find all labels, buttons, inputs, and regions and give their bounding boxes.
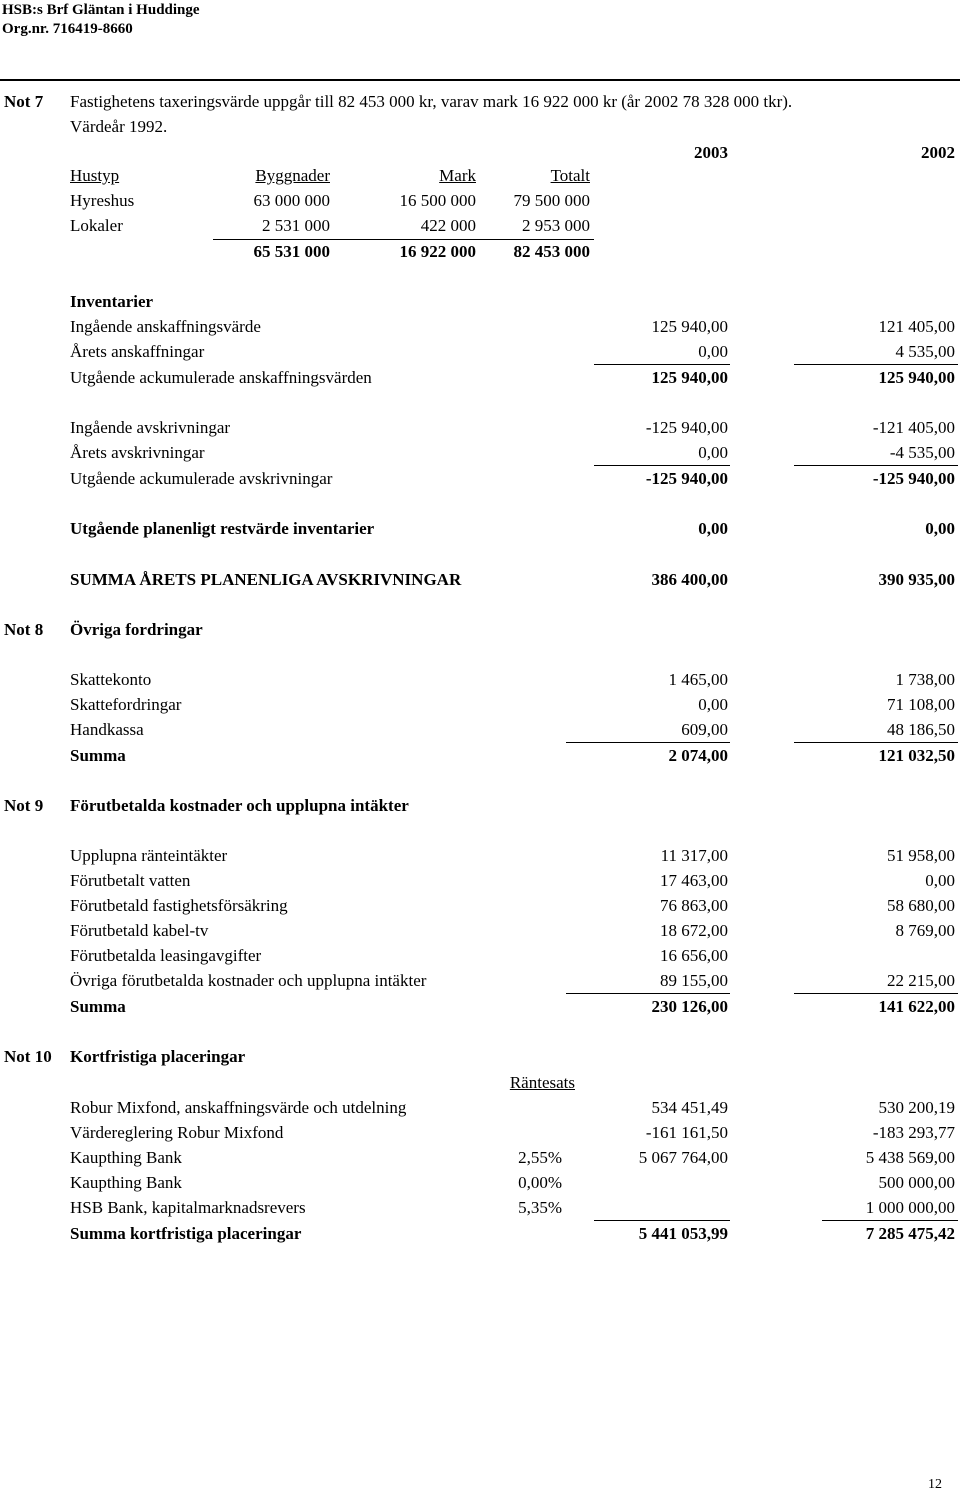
prepaid-row-2003: 17 463,00 (660, 871, 728, 890)
inventory-row-2002: -125 940,00 (872, 469, 955, 488)
inventory-row-2003: 0,00 (698, 342, 728, 361)
org-name: HSB:s Brf Gläntan i Huddinge (2, 2, 200, 18)
restvarde-2002: 0,00 (925, 519, 955, 538)
receivable-row-label: Handkassa (70, 720, 144, 739)
sum-rule (794, 742, 958, 743)
tax-table-total-rule (213, 239, 594, 240)
note-9-title: Förutbetalda kostnader och upplupna intäkter (70, 796, 409, 815)
placement-row-2003: 5 067 764,00 (638, 1148, 728, 1167)
receivable-row-2002: 48 186,50 (887, 720, 955, 739)
prepaid-row-2003: 76 863,00 (660, 896, 728, 915)
inventory-row-2003: 0,00 (698, 443, 728, 462)
sum-rule (594, 1220, 730, 1221)
header-divider (0, 79, 960, 81)
receivable-row-label: Skattekonto (70, 670, 152, 689)
note-10-label: Not 10 (4, 1047, 52, 1066)
placement-row-2002: 500 000,00 (878, 1173, 955, 1192)
inventory-row-label: Utgående ackumulerade avskrivningar (70, 469, 333, 488)
note-8-sum-2003: 2 074,00 (668, 746, 728, 765)
tax-row-mark: 16 500 000 (399, 191, 476, 210)
page-number: 12 (928, 1477, 942, 1492)
note-8-sum-label: Summa (70, 746, 126, 765)
placement-row-2003: 534 451,49 (651, 1098, 728, 1117)
prepaid-row-label: Förutbetalda leasingavgifter (70, 946, 262, 965)
placement-row-2003: -161 161,50 (645, 1123, 728, 1142)
col-header-hustyp: Hustyp (70, 166, 120, 185)
note-8-label: Not 8 (4, 620, 44, 639)
tax-total-mark: 16 922 000 (399, 242, 476, 261)
inventory-row-2002: -4 535,00 (889, 443, 955, 462)
prepaid-row-2002: 8 769,00 (895, 921, 955, 940)
inventory-row-2003: 125 940,00 (651, 317, 728, 336)
prepaid-row-2003: 11 317,00 (660, 846, 728, 865)
note-8-title: Övriga fordringar (70, 620, 203, 639)
note-8-sum-2002: 121 032,50 (878, 746, 955, 765)
note-9-sum-label: Summa (70, 997, 126, 1016)
org-number: Org.nr. 716419-8660 (2, 21, 133, 37)
placement-row-label: Värdereglering Robur Mixfond (70, 1123, 284, 1142)
note-10-sum-label: Summa kortfristiga placeringar (70, 1224, 302, 1243)
note-10-title: Kortfristiga placeringar (70, 1047, 246, 1066)
placement-row-rate: 2,55% (518, 1148, 562, 1167)
placement-row-2002: 530 200,19 (878, 1098, 955, 1117)
inventory-row-2003: 125 940,00 (651, 368, 728, 387)
note-7-label: Not 7 (4, 92, 44, 111)
tax-total-byggnader: 65 531 000 (253, 242, 330, 261)
tax-row-label: Hyreshus (70, 191, 135, 210)
summa-avskrivningar-2002: 390 935,00 (878, 570, 955, 589)
placement-row-label: Kaupthing Bank (70, 1148, 182, 1167)
prepaid-row-2003: 16 656,00 (660, 946, 728, 965)
sum-rule (794, 993, 958, 994)
note-9-label: Not 9 (4, 796, 44, 815)
sum-rule (566, 993, 730, 994)
inventory-row-label: Årets avskrivningar (70, 443, 205, 462)
tax-row-mark: 422 000 (420, 216, 476, 235)
subtotal-rule (594, 364, 730, 365)
placement-row-rate: 5,35% (518, 1198, 562, 1217)
subtotal-rule (794, 465, 958, 466)
placement-row-2002: 1 000 000,00 (865, 1198, 955, 1217)
placement-row-rate: 0,00% (518, 1173, 562, 1192)
prepaid-row-2003: 18 672,00 (660, 921, 728, 940)
year-2002-header: 2002 (921, 143, 955, 162)
subtotal-rule (794, 364, 958, 365)
note-10-sum-2002: 7 285 475,42 (865, 1224, 955, 1243)
inventory-row-2002: 121 405,00 (878, 317, 955, 336)
receivable-row-label: Skattefordringar (70, 695, 182, 714)
inventory-row-label: Årets anskaffningar (70, 342, 205, 361)
receivable-row-2002: 1 738,00 (895, 670, 955, 689)
prepaid-row-label: Förutbetald fastighetsförsäkring (70, 896, 288, 915)
receivable-row-2003: 1 465,00 (668, 670, 728, 689)
placement-row-2002: -183 293,77 (872, 1123, 955, 1142)
inventory-row-2002: 125 940,00 (878, 368, 955, 387)
col-header-mark: Mark (439, 166, 476, 185)
receivable-row-2002: 71 108,00 (887, 695, 955, 714)
restvarde-label: Utgående planenligt restvärde inventarier (70, 519, 375, 538)
summa-avskrivningar-2003: 386 400,00 (651, 570, 728, 589)
inventory-row-2003: -125 940,00 (645, 418, 728, 437)
inventarier-title: Inventarier (70, 292, 154, 311)
prepaid-row-label: Förutbetald kabel-tv (70, 921, 209, 940)
placement-row-label: HSB Bank, kapitalmarknadsrevers (70, 1198, 306, 1217)
inventory-row-2003: -125 940,00 (645, 469, 728, 488)
sum-rule (822, 1220, 958, 1221)
subtotal-rule (594, 465, 730, 466)
note-7-year-built: Värdeår 1992. (70, 117, 168, 136)
col-header-byggnader: Byggnader (255, 166, 330, 185)
placement-row-2002: 5 438 569,00 (865, 1148, 955, 1167)
prepaid-row-2003: 89 155,00 (660, 971, 728, 990)
note-7-text: Fastighetens taxeringsvärde uppgår till 82 453 000 kr, varav mark 16 922 000 kr (år 2002 78 328 000 tkr). (70, 92, 793, 111)
receivable-row-2003: 0,00 (698, 695, 728, 714)
tax-row-byggnader: 2 531 000 (262, 216, 330, 235)
inventory-row-label: Ingående avskrivningar (70, 418, 231, 437)
col-header-totalt: Totalt (550, 166, 590, 185)
tax-row-totalt: 79 500 000 (513, 191, 590, 210)
inventory-row-label: Ingående anskaffningsvärde (70, 317, 261, 336)
prepaid-row-2002: 58 680,00 (887, 896, 955, 915)
tax-total-totalt: 82 453 000 (513, 242, 590, 261)
note-9-sum-2002: 141 622,00 (878, 997, 955, 1016)
inventory-row-2002: -121 405,00 (872, 418, 955, 437)
prepaid-row-label: Upplupna ränteintäkter (70, 846, 228, 865)
prepaid-row-label: Övriga förutbetalda kostnader och upplupna intäkter (70, 971, 427, 990)
receivable-row-2003: 609,00 (681, 720, 728, 739)
prepaid-row-2002: 0,00 (925, 871, 955, 890)
year-2003-header: 2003 (694, 143, 728, 162)
note-9-sum-2003: 230 126,00 (651, 997, 728, 1016)
tax-row-label: Lokaler (70, 216, 123, 235)
tax-row-totalt: 2 953 000 (522, 216, 590, 235)
summa-avskrivningar-label: SUMMA ÅRETS PLANENLIGA AVSKRIVNINGAR (70, 570, 462, 589)
placement-row-label: Kaupthing Bank (70, 1173, 182, 1192)
rate-column-header: Räntesats (509, 1073, 575, 1092)
sum-rule (566, 742, 730, 743)
inventory-row-2002: 4 535,00 (895, 342, 955, 361)
prepaid-row-2002: 22 215,00 (887, 971, 955, 990)
tax-row-byggnader: 63 000 000 (253, 191, 330, 210)
note-10-sum-2003: 5 441 053,99 (638, 1224, 728, 1243)
prepaid-row-2002: 51 958,00 (887, 846, 955, 865)
placement-row-label: Robur Mixfond, anskaffningsvärde och utdelning (70, 1098, 407, 1117)
prepaid-row-label: Förutbetalt vatten (70, 871, 191, 890)
restvarde-2003: 0,00 (698, 519, 728, 538)
inventory-row-label: Utgående ackumulerade anskaffningsvärden (70, 368, 372, 387)
